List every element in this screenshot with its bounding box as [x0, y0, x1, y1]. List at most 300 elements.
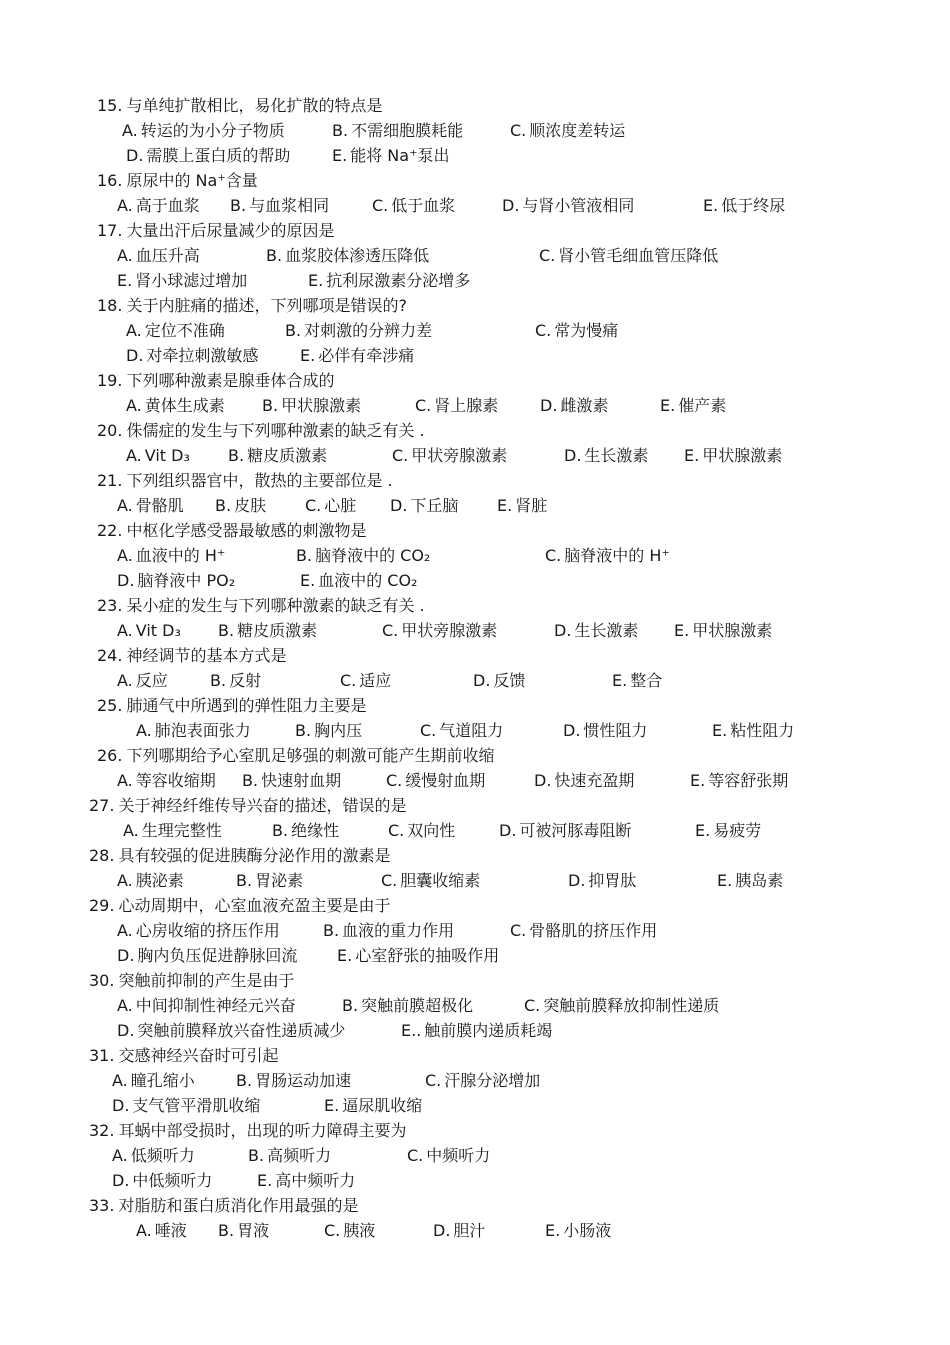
- question-text: 与单纯扩散相比，易化扩散的特点是: [126, 96, 383, 115]
- question-text: 交感神经兴奋时可引起: [118, 1046, 279, 1065]
- answer-option: [218, 1218, 269, 1243]
- option-letter: D.: [540, 396, 558, 415]
- option-letter: C.: [510, 121, 527, 140]
- question-32-stem: [89, 1118, 406, 1143]
- question-28-stem: [89, 843, 390, 868]
- option-letter: A.: [117, 496, 133, 515]
- question-number: 25.: [97, 696, 123, 715]
- option-text: 突触前膜释放兴奋性递质减少: [137, 1021, 346, 1040]
- option-text: 下丘脑: [410, 496, 459, 515]
- option-text: 突触前膜释放抑制性递质: [543, 996, 720, 1015]
- answer-option: [660, 393, 726, 418]
- option-letter: D.: [117, 946, 135, 965]
- question-text: 大量出汗后尿量减少的原因是: [126, 221, 335, 240]
- answer-option: [545, 543, 670, 568]
- answer-option: [117, 668, 168, 693]
- option-text: 胃泌素: [255, 871, 304, 890]
- answer-option: [433, 1218, 485, 1243]
- option-text: 定位不准确: [144, 321, 225, 340]
- answer-option: [510, 118, 625, 143]
- question-number: 21.: [97, 471, 123, 490]
- option-letter: A.: [117, 771, 133, 790]
- option-letter: A.: [136, 721, 152, 740]
- answer-option: [112, 1093, 260, 1118]
- question-text: 原尿中的 Na⁺含量: [126, 171, 258, 190]
- option-text: 雌激素: [560, 396, 609, 415]
- answer-option: [117, 868, 184, 893]
- option-text: 脑脊液中的 CO₂: [315, 546, 431, 565]
- option-text: 适应: [359, 671, 392, 690]
- option-text: 快速射血期: [261, 771, 342, 790]
- option-letter: D.: [568, 871, 586, 890]
- option-letter: B.: [332, 121, 349, 140]
- answer-option: [381, 868, 480, 893]
- option-text: 胆囊收缩素: [400, 871, 481, 890]
- answer-option: [117, 243, 200, 268]
- option-text: 惯性阻力: [583, 721, 648, 740]
- option-letter: E.: [300, 346, 316, 365]
- answer-option: [266, 243, 429, 268]
- question-31-stem: [89, 1043, 278, 1068]
- option-text: 黄体生成素: [144, 396, 225, 415]
- option-text: 甲状旁腺激素: [401, 621, 498, 640]
- option-letter: D.: [554, 621, 572, 640]
- option-letter: A.: [136, 1221, 152, 1240]
- option-text: 肺泡表面张力: [154, 721, 251, 740]
- answer-option: [540, 393, 608, 418]
- option-text: 气道阻力: [439, 721, 504, 740]
- option-letter: D.: [564, 446, 582, 465]
- question-number: 23.: [97, 596, 123, 615]
- answer-option: [499, 818, 631, 843]
- answer-option: [401, 1018, 552, 1043]
- question-25-stem: [97, 693, 366, 718]
- question-text: 关于内脏痛的描述，下列哪项是错误的?: [126, 296, 407, 315]
- option-letter: D.: [534, 771, 552, 790]
- question-text: 肺通气中所遇到的弹性阻力主要是: [126, 696, 367, 715]
- option-letter: A.: [117, 196, 133, 215]
- option-letter: D.: [563, 721, 581, 740]
- answer-option: [539, 243, 718, 268]
- option-letter: A.: [117, 996, 133, 1015]
- question-18-stem: [97, 293, 407, 318]
- option-text: 中低频听力: [132, 1171, 213, 1190]
- answer-option: [674, 618, 772, 643]
- option-letter: C.: [388, 821, 405, 840]
- answer-option: [324, 1218, 375, 1243]
- option-text: 肾上腺素: [434, 396, 499, 415]
- option-letter: E.: [324, 1096, 340, 1115]
- option-text: 胃肠运动加速: [255, 1071, 352, 1090]
- option-letter: B.: [236, 871, 253, 890]
- question-text: 神经调节的基本方式是: [126, 646, 287, 665]
- answer-option: [236, 868, 303, 893]
- option-letter: C.: [324, 1221, 341, 1240]
- answer-option: [612, 668, 662, 693]
- answer-option: [117, 993, 296, 1018]
- question-number: 24.: [97, 646, 123, 665]
- question-text: 呆小症的发生与下列哪种激素的缺乏有关 .: [126, 596, 425, 615]
- option-text: 生长激素: [574, 621, 639, 640]
- option-text: 逼尿肌收缩: [342, 1096, 423, 1115]
- question-text: 关于神经纤维传导兴奋的描述，错误的是: [118, 796, 407, 815]
- answer-option: [228, 443, 327, 468]
- option-letter: A.: [126, 446, 142, 465]
- question-text: 突触前抑制的产生是由于: [118, 971, 295, 990]
- option-letter: A.: [117, 871, 133, 890]
- option-text: 糖皮质激素: [237, 621, 318, 640]
- option-letter: B.: [248, 1146, 265, 1165]
- option-letter: D.: [112, 1096, 130, 1115]
- question-21-stem: [97, 468, 393, 493]
- question-16-stem: [97, 168, 258, 193]
- answer-option: [300, 343, 414, 368]
- answer-option: [524, 993, 719, 1018]
- question-23-stem: [97, 593, 425, 618]
- option-text: 与肾小管液相同: [522, 196, 635, 215]
- option-letter: E.: [717, 871, 733, 890]
- option-text: 顺浓度差转运: [529, 121, 626, 140]
- option-text: Vit D₃: [135, 621, 181, 640]
- answer-option: [305, 493, 356, 518]
- option-letter: B.: [218, 621, 235, 640]
- question-number: 28.: [89, 846, 115, 865]
- option-text: 绝缘性: [291, 821, 340, 840]
- option-text: 脑脊液中 PO₂: [137, 571, 236, 590]
- option-letter: E.: [684, 446, 700, 465]
- answer-option: [272, 818, 339, 843]
- question-22-stem: [97, 518, 366, 543]
- option-letter: E.: [300, 571, 316, 590]
- option-text: 高中频听力: [275, 1171, 356, 1190]
- question-number: 15.: [97, 96, 123, 115]
- option-text: 心室舒张的抽吸作用: [355, 946, 500, 965]
- option-letter: C.: [415, 396, 432, 415]
- option-text: 对牵拉刺激敏感: [146, 346, 259, 365]
- option-letter: C.: [386, 771, 403, 790]
- question-text: 耳蜗中部受损时，出现的听力障碍主要为: [118, 1121, 407, 1140]
- option-text: 皮肤: [234, 496, 267, 515]
- option-text: 骨骼肌: [135, 496, 184, 515]
- answer-option: [308, 268, 470, 293]
- option-text: 胸内压: [314, 721, 363, 740]
- answer-option: [117, 918, 280, 943]
- question-26-stem: [97, 743, 494, 768]
- answer-option: [690, 768, 788, 793]
- answer-option: [117, 768, 216, 793]
- option-text: 反馈: [493, 671, 526, 690]
- option-letter: A.: [126, 396, 142, 415]
- option-letter: B.: [262, 396, 279, 415]
- question-text: 下列组织器官中，散热的主要部位是 .: [126, 471, 393, 490]
- answer-option: [372, 193, 455, 218]
- question-number: 19.: [97, 371, 123, 390]
- question-number: 32.: [89, 1121, 115, 1140]
- option-letter: B.: [342, 996, 359, 1015]
- answer-option: [230, 193, 329, 218]
- question-number: 17.: [97, 221, 123, 240]
- option-text: 胰泌素: [135, 871, 184, 890]
- answer-option: [534, 768, 634, 793]
- option-letter: A.: [117, 671, 133, 690]
- question-number: 30.: [89, 971, 115, 990]
- option-letter: C.: [407, 1146, 424, 1165]
- option-text: 低于终尿: [721, 196, 786, 215]
- option-text: 甲状旁腺激素: [411, 446, 508, 465]
- question-17-stem: [97, 218, 334, 243]
- option-text: 瞳孔缩小: [130, 1071, 195, 1090]
- question-number: 22.: [97, 521, 123, 540]
- answer-option: [554, 618, 638, 643]
- option-text: 低频听力: [130, 1146, 195, 1165]
- option-letter: E.: [332, 146, 348, 165]
- option-text: 必伴有牵涉痛: [318, 346, 415, 365]
- option-letter: D.: [390, 496, 408, 515]
- option-letter: A.: [117, 246, 133, 265]
- option-text: 与血浆相同: [249, 196, 330, 215]
- answer-option: [218, 618, 317, 643]
- option-text: 血液的重力作用: [342, 921, 455, 940]
- option-letter: C.: [510, 921, 527, 940]
- option-letter: A.: [123, 821, 139, 840]
- question-20-stem: [97, 418, 425, 443]
- answer-option: [473, 668, 525, 693]
- answer-option: [112, 1068, 195, 1093]
- answer-option: [392, 443, 507, 468]
- question-number: 20.: [97, 421, 123, 440]
- option-text: 粘性阻力: [730, 721, 795, 740]
- question-15-stem: [97, 93, 382, 118]
- question-number: 27.: [89, 796, 115, 815]
- option-letter: A.: [122, 121, 138, 140]
- option-text: 反射: [229, 671, 262, 690]
- question-19-stem: [97, 368, 334, 393]
- answer-option: [248, 1143, 331, 1168]
- option-letter: C.: [420, 721, 437, 740]
- option-letter: C.: [305, 496, 322, 515]
- option-text: 触前膜内递质耗竭: [424, 1021, 553, 1040]
- question-text: 中枢化学感受器最敏感的刺激物是: [126, 521, 367, 540]
- answer-option: [117, 543, 225, 568]
- option-text: 整合: [630, 671, 663, 690]
- answer-option: [136, 1218, 187, 1243]
- option-letter: D.: [112, 1171, 130, 1190]
- option-letter: E.: [337, 946, 353, 965]
- question-number: 31.: [89, 1046, 115, 1065]
- answer-option: [415, 393, 498, 418]
- answer-option: [390, 493, 458, 518]
- option-text: 可被河豚毒阻断: [519, 821, 632, 840]
- option-letter: B.: [323, 921, 340, 940]
- answer-option: [215, 493, 266, 518]
- answer-option: [497, 493, 547, 518]
- option-letter: D.: [117, 1021, 135, 1040]
- option-letter: D.: [473, 671, 491, 690]
- option-text: 胸内负压促进静脉回流: [137, 946, 298, 965]
- option-letter: E.: [712, 721, 728, 740]
- option-letter: E.: [117, 271, 133, 290]
- answer-option: [117, 568, 235, 593]
- answer-option: [242, 768, 341, 793]
- option-letter: B.: [218, 1221, 235, 1240]
- answer-option: [126, 393, 225, 418]
- answer-option: [703, 193, 785, 218]
- option-text: 能将 Na⁺泵出: [350, 146, 450, 165]
- question-text: 下列哪种激素是腺垂体合成的: [126, 371, 335, 390]
- question-text: 心动周期中，心室血液充盈主要是由于: [118, 896, 391, 915]
- option-text: 生理完整性: [141, 821, 222, 840]
- option-letter: B.: [210, 671, 227, 690]
- option-text: 常为慢痛: [554, 321, 619, 340]
- option-text: 双向性: [407, 821, 456, 840]
- option-text: 肾脏: [515, 496, 548, 515]
- answer-option: [126, 443, 190, 468]
- option-letter: B.: [215, 496, 232, 515]
- question-29-stem: [89, 893, 390, 918]
- answer-option: [342, 993, 473, 1018]
- option-text: 唾液: [154, 1221, 187, 1240]
- answer-option: [386, 768, 485, 793]
- answer-option: [695, 818, 761, 843]
- question-number: 33.: [89, 1196, 115, 1215]
- answer-option: [236, 1068, 351, 1093]
- question-text: 侏儒症的发生与下列哪种激素的缺乏有关 .: [126, 421, 425, 440]
- option-letter: D.: [433, 1221, 451, 1240]
- option-letter: C.: [372, 196, 389, 215]
- option-text: 脑脊液中的 H⁺: [564, 546, 670, 565]
- question-text: 对脂肪和蛋白质消化作用最强的是: [118, 1196, 359, 1215]
- option-letter: C.: [545, 546, 562, 565]
- option-text: 抗利尿激素分泌增多: [326, 271, 471, 290]
- option-letter: E.: [703, 196, 719, 215]
- option-text: 生长激素: [584, 446, 649, 465]
- option-letter: B.: [285, 321, 302, 340]
- answer-option: [425, 1068, 540, 1093]
- option-letter: C.: [340, 671, 357, 690]
- answer-option: [257, 1168, 355, 1193]
- option-letter: D.: [126, 146, 144, 165]
- question-number: 18.: [97, 296, 123, 315]
- option-letter: E..: [401, 1021, 422, 1040]
- answer-option: [285, 318, 432, 343]
- answer-option: [112, 1143, 195, 1168]
- option-text: 肾小管毛细血管压降低: [558, 246, 719, 265]
- option-text: 血液中的 CO₂: [318, 571, 418, 590]
- question-number: 29.: [89, 896, 115, 915]
- option-letter: E.: [497, 496, 513, 515]
- answer-option: [300, 568, 417, 593]
- option-text: 缓慢射血期: [405, 771, 486, 790]
- question-number: 16.: [97, 171, 123, 190]
- option-text: 血浆胶体渗透压降低: [285, 246, 430, 265]
- option-text: 反应: [135, 671, 168, 690]
- option-text: 肾小球滤过增加: [135, 271, 248, 290]
- option-text: 不需细胞膜耗能: [351, 121, 464, 140]
- option-text: 高频听力: [267, 1146, 332, 1165]
- option-text: 心房收缩的挤压作用: [135, 921, 280, 940]
- option-letter: D.: [499, 821, 517, 840]
- answer-option: [117, 943, 297, 968]
- option-text: 血液中的 H⁺: [135, 546, 226, 565]
- answer-option: [123, 818, 222, 843]
- answer-option: [535, 318, 618, 343]
- answer-option: [323, 918, 454, 943]
- option-letter: B.: [295, 721, 312, 740]
- option-text: Vit D₃: [144, 446, 190, 465]
- answer-option: [324, 1093, 422, 1118]
- question-33-stem: [89, 1193, 358, 1218]
- option-text: 抑胃肽: [588, 871, 637, 890]
- option-text: 血压升高: [135, 246, 200, 265]
- option-letter: E.: [695, 821, 711, 840]
- answer-option: [337, 943, 499, 968]
- option-letter: C.: [392, 446, 409, 465]
- option-text: 甲状腺激素: [702, 446, 783, 465]
- option-text: 中间抑制性神经元兴奋: [135, 996, 296, 1015]
- option-letter: E.: [612, 671, 628, 690]
- option-text: 小肠液: [563, 1221, 612, 1240]
- option-text: 需膜上蛋白质的帮助: [146, 146, 291, 165]
- option-letter: C.: [524, 996, 541, 1015]
- answer-option: [382, 618, 497, 643]
- option-letter: B.: [266, 246, 283, 265]
- option-text: 低于血浆: [391, 196, 456, 215]
- answer-option: [684, 443, 782, 468]
- option-letter: B.: [230, 196, 247, 215]
- option-letter: C.: [425, 1071, 442, 1090]
- option-text: 甲状腺激素: [692, 621, 773, 640]
- question-text: 下列哪期给予心室肌足够强的刺激可能产生期前收缩: [126, 746, 495, 765]
- option-text: 心脏: [324, 496, 357, 515]
- answer-option: [112, 1168, 212, 1193]
- option-letter: C.: [381, 871, 398, 890]
- answer-option: [296, 543, 430, 568]
- option-text: 胃液: [237, 1221, 270, 1240]
- answer-option: [117, 268, 247, 293]
- option-letter: A.: [117, 921, 133, 940]
- option-letter: E.: [308, 271, 324, 290]
- option-letter: B.: [236, 1071, 253, 1090]
- option-letter: A.: [112, 1146, 128, 1165]
- answer-option: [117, 193, 200, 218]
- answer-option: [262, 393, 361, 418]
- answer-option: [717, 868, 783, 893]
- question-text: 具有较强的促进胰酶分泌作用的激素是: [118, 846, 391, 865]
- answer-option: [126, 318, 225, 343]
- answer-option: [564, 443, 648, 468]
- option-text: 中频听力: [426, 1146, 491, 1165]
- option-text: 胰岛素: [735, 871, 784, 890]
- question-24-stem: [97, 643, 286, 668]
- option-text: 易疲劳: [713, 821, 762, 840]
- answer-option: [563, 718, 647, 743]
- option-letter: E.: [674, 621, 690, 640]
- option-letter: C.: [382, 621, 399, 640]
- option-text: 糖皮质激素: [247, 446, 328, 465]
- option-letter: A.: [126, 321, 142, 340]
- option-letter: E.: [660, 396, 676, 415]
- option-letter: D.: [117, 571, 135, 590]
- option-letter: C.: [539, 246, 556, 265]
- question-30-stem: [89, 968, 294, 993]
- answer-option: [545, 1218, 611, 1243]
- answer-option: [340, 668, 391, 693]
- answer-option: [502, 193, 634, 218]
- option-text: 高于血浆: [135, 196, 200, 215]
- answer-option: [712, 718, 794, 743]
- answer-option: [510, 918, 657, 943]
- option-letter: A.: [117, 621, 133, 640]
